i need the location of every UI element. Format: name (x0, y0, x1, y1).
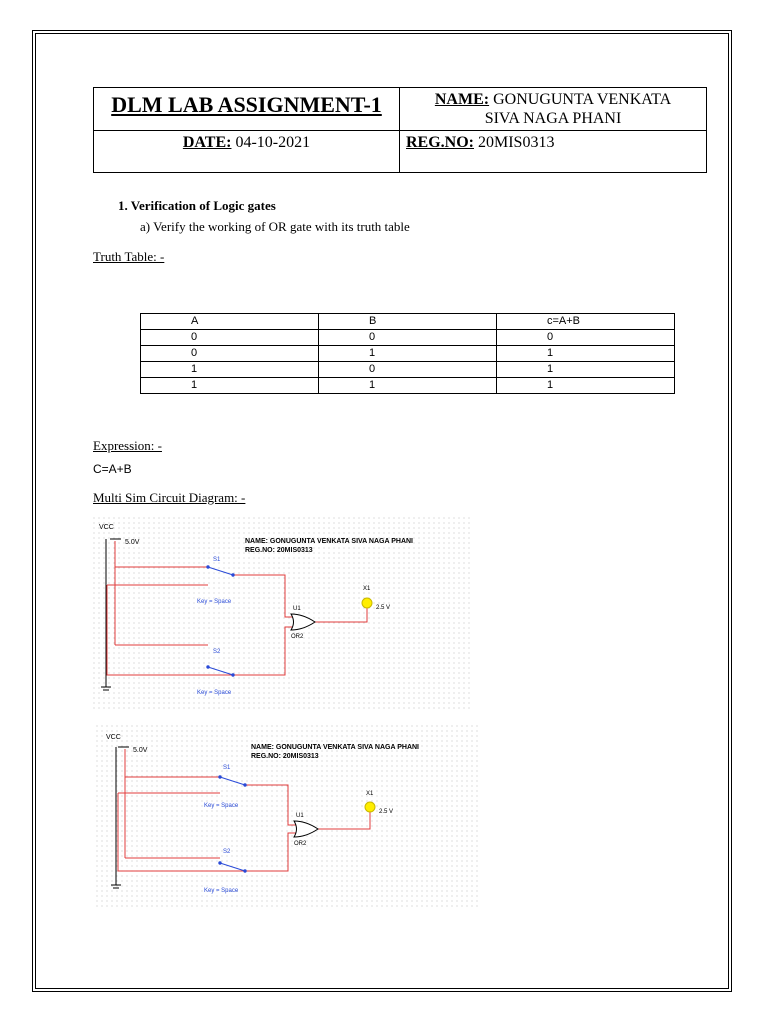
header-table (93, 87, 707, 173)
table-cell: 0 (141, 330, 319, 346)
table-cell: 1 (319, 346, 497, 362)
reg-value: 20MIS0313 (478, 134, 555, 151)
expression-value: C=A+B (93, 462, 132, 476)
table-cell: 0 (141, 346, 319, 362)
switch-s1-key: Key = Space (197, 599, 232, 605)
probe-label: X1 (366, 791, 374, 797)
header-cell: A (141, 314, 319, 330)
gate-type: OR2 (294, 841, 307, 847)
switch-s1-label: S1 (213, 557, 221, 563)
truth-table-header (141, 314, 675, 330)
gate-ref: U1 (293, 606, 301, 612)
probe-voltage: 2.5 V (376, 605, 391, 611)
gate-type: OR2 (291, 634, 304, 640)
vcc-voltage: 5.0V (125, 539, 140, 546)
name-label: NAME: (434, 91, 490, 108)
table-cell: 0 (319, 362, 497, 378)
truth-table-label: Truth Table: - (93, 249, 165, 264)
vcc-voltage: 5.0V (133, 747, 148, 754)
probe-voltage: 2.5 V (379, 809, 394, 815)
switch-s1-label: S1 (223, 765, 231, 771)
reg-cell (400, 131, 707, 173)
name-line1: GONUGUNTA VENKATA (493, 91, 672, 108)
probe-lamp-icon (365, 802, 375, 812)
table-cell: 1 (141, 378, 319, 394)
header-cell: B (319, 314, 497, 330)
vcc-label: VCC (106, 734, 121, 741)
name-cell (400, 88, 707, 131)
date-value: 04-10-2021 (235, 134, 311, 151)
name-line2: SIVA NAGA PHANI (484, 110, 622, 127)
vcc-label: VCC (99, 524, 114, 531)
table-cell: 1 (497, 378, 675, 394)
table-cell: 0 (319, 330, 497, 346)
truth-table (140, 313, 675, 394)
gate-ref: U1 (296, 813, 304, 819)
probe-label: X1 (363, 586, 371, 592)
switch-s2-key: Key = Space (197, 690, 232, 696)
switch-s2-label: S2 (223, 849, 231, 855)
table-row (141, 378, 675, 394)
date-label: DATE: (182, 134, 232, 151)
switch-s2-key: Key = Space (204, 888, 239, 894)
assignment-title: DLM LAB ASSIGNMENT-1 (94, 88, 400, 131)
section-subtitle: a) Verify the working of OR gate with its truth table (140, 219, 410, 234)
table-cell: 1 (497, 346, 675, 362)
circuit-diagram-1 (93, 517, 471, 711)
table-row (141, 362, 675, 378)
circuit-name-text: NAME: GONUGUNTA VENKATA SIVA NAGA PHANI (245, 538, 413, 545)
table-row (141, 330, 675, 346)
header-cell: c=A+B (497, 314, 675, 330)
circuit-reg-text: REG.NO: 20MIS0313 (251, 753, 319, 760)
reg-label: REG.NO: (406, 134, 474, 151)
circuit-name-text: NAME: GONUGUNTA VENKATA SIVA NAGA PHANI (251, 744, 419, 751)
date-cell (94, 131, 400, 173)
switch-s1-key: Key = Space (204, 803, 239, 809)
section-title: 1. Verification of Logic gates (118, 198, 276, 213)
expression-label: Expression: - (93, 438, 162, 453)
diagram-label: Multi Sim Circuit Diagram: - (93, 490, 246, 505)
table-cell: 0 (497, 330, 675, 346)
circuit-reg-text: REG.NO: 20MIS0313 (245, 547, 313, 554)
probe-lamp-icon (362, 598, 372, 608)
table-cell: 1 (497, 362, 675, 378)
circuit-diagram-2 (96, 725, 479, 909)
table-cell: 1 (319, 378, 497, 394)
table-row (141, 346, 675, 362)
switch-s2-label: S2 (213, 649, 221, 655)
table-cell: 1 (141, 362, 319, 378)
